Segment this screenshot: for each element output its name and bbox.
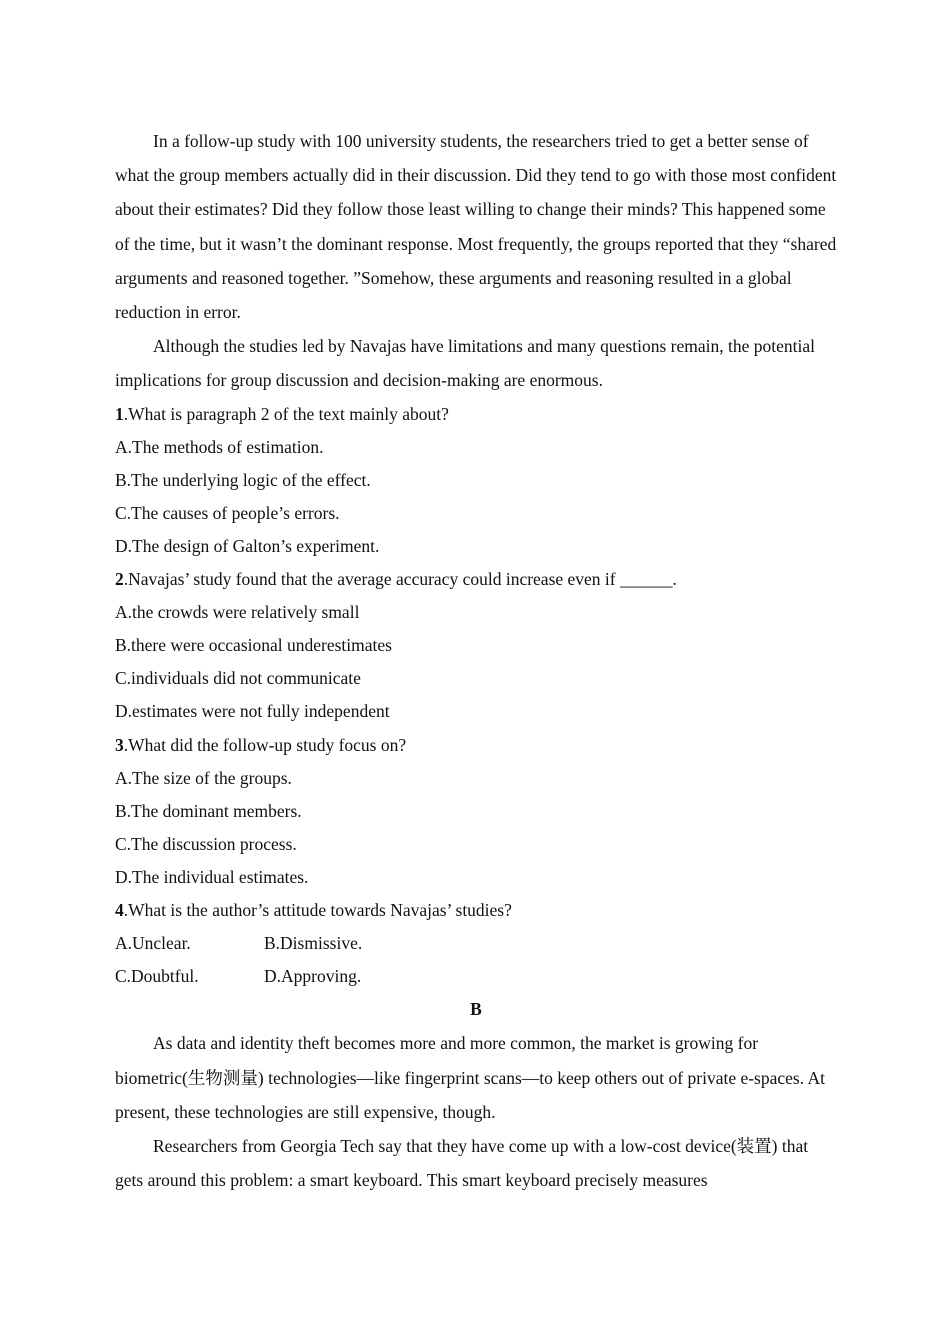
passage-a-paragraph-2: Although the studies led by Navajas have limitations and many questions remain, the potential implications for group discussion and decision-making are enormous. — [115, 336, 815, 391]
question-stem — [115, 563, 837, 596]
passage-b-paragraph-2: Researchers from Georgia Tech say that they have come up with a low-cost device(装置) that gets around this problem: a smart keyboard. This smart keyboard precisely measures — [115, 1136, 809, 1191]
question-number: 4 — [115, 900, 124, 921]
question-number: 3 — [115, 734, 124, 755]
question-text: .What is paragraph 2 of the text mainly about? — [123, 403, 449, 424]
option-a: A.The methods of estimation. — [115, 436, 324, 457]
question-number: 1 — [115, 403, 124, 424]
option-c: C.The discussion process. — [115, 833, 297, 854]
option-b: B.there were occasional underestimates — [115, 635, 392, 656]
question-text: .Navajas’ study found that the average accuracy could increase even if ______. — [123, 569, 677, 590]
question-text: .What did the follow-up study focus on? — [123, 734, 407, 755]
option-b: B.The dominant members. — [115, 800, 302, 821]
option-c: C.The causes of people’s errors. — [115, 502, 340, 523]
question-1 — [115, 398, 837, 563]
option-b: B.The underlying logic of the effect. — [115, 469, 371, 490]
option-d: D.estimates were not fully independent — [115, 701, 390, 722]
option-a: A.The size of the groups. — [115, 767, 292, 788]
question-3 — [115, 729, 837, 894]
option-row — [115, 927, 837, 960]
passage-a-paragraph-1: In a follow-up study with 100 university students, the researchers tried to get a better sense of what the group members actually did in their discussion. Did they tend to go with those most confident about their estimates? Did they follow those least willing to change their minds? This happened some of the time, but it wasn’t the dominant response. Most frequently, the groups reported that they “shared arguments and reasoned together. ”Somehow, these arguments and reasoning resulted in a global reduction in error. — [115, 131, 837, 323]
option-d: D.The design of Galton’s experiment. — [115, 536, 380, 556]
option-d: D.Approving. — [264, 966, 362, 987]
question-stem — [115, 894, 837, 927]
option-c: C.individuals did not communicate — [115, 668, 361, 689]
option-a: A.Unclear. — [115, 933, 191, 954]
question-2 — [115, 563, 837, 728]
question-stem — [115, 729, 837, 762]
question-number: 2 — [115, 569, 124, 590]
question-4 — [115, 894, 837, 993]
section-title: B — [470, 999, 482, 1020]
option-row — [115, 960, 837, 993]
question-stem — [115, 398, 837, 431]
option-d: D.The individual estimates. — [115, 866, 309, 887]
option-a: A.the crowds were relatively small — [115, 602, 360, 623]
question-text: .What is the author’s attitude towards Navajas’ studies? — [123, 900, 512, 921]
option-c: C.Doubtful. — [115, 966, 199, 987]
option-b: B.Dismissive. — [264, 933, 363, 954]
document-page — [115, 124, 837, 1197]
passage-b-paragraph-1: As data and identity theft becomes more and more common, the market is growing for biometric(生物测量) technologies—like fingerprint scans—to keep others out of private e-spaces. At present, these technologies are still expensive, though. — [115, 1033, 826, 1122]
